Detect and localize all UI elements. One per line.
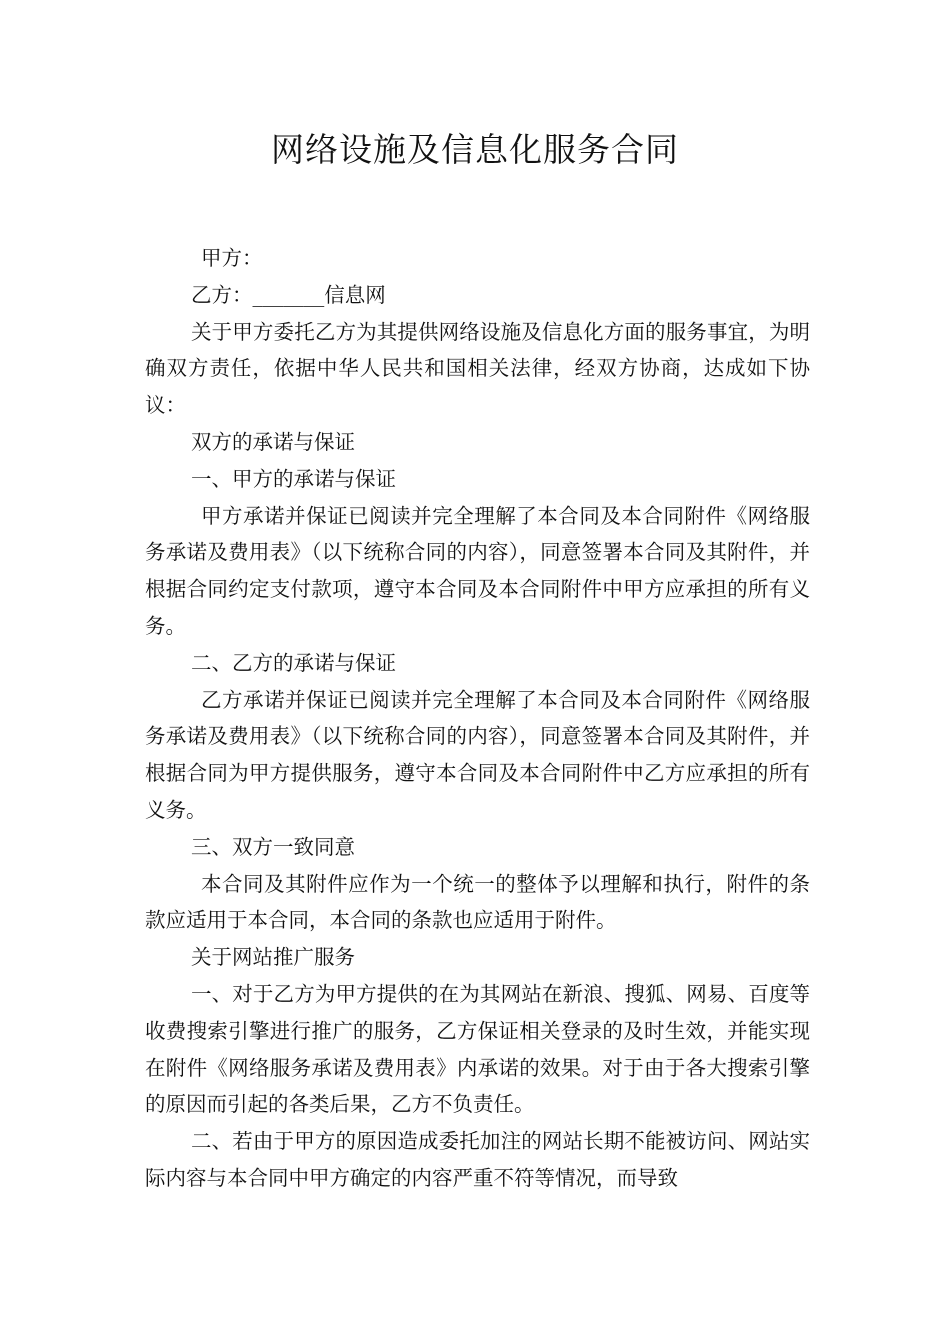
section2-heading: 关于网站推广服务 — [191, 945, 355, 970]
section1-item1-text: 甲方承诺并保证已阅读并完全理解了本合同及本合同附件《网络服务承诺及费用表》（以下统称合同的内容），同意签署本合同及其附件，并根据合同约定支付款项，遵守本合同及本合同附件中甲方应承担的所有义务。 — [145, 503, 810, 638]
party-a-line: 甲方： — [201, 246, 263, 270]
intro-paragraph: 关于甲方委托乙方为其提供网络设施及信息化方面的服务事宜，为明确双方责任，依据中华人民共和国相关法律，经双方协商，达成如下协议： — [145, 319, 810, 418]
section2-item2-text: 二、若由于甲方的原因造成委托加注的网站长期不能被访问、网站实际内容与本合同中甲方确定的内容严重不符等情况，而导致 — [145, 1129, 810, 1190]
section1-item3-text: 本合同及其附件应作为一个统一的整体予以理解和执行，附件的条款应适用于本合同，本合同的条款也应适用于附件。 — [145, 871, 810, 933]
section1-item1-heading: 一、甲方的承诺与保证 — [191, 466, 396, 491]
section2-item1-text: 一、对于乙方为甲方提供的在为其网站在新浪、搜狐、网易、百度等收费搜索引擎进行推广的服务，乙方保证相关登录的及时生效，并能实现在附件《网络服务承诺及费用表》内承诺的效果。对于由于各大搜索引擎的原因而引起的各类后果，乙方不负责任。 — [145, 981, 810, 1117]
section1-heading: 双方的承诺与保证 — [191, 429, 355, 454]
document-body — [145, 240, 810, 1197]
section1-item2-text: 乙方承诺并保证已阅读并完全理解了本合同及本合同附件《网络服务承诺及费用表》（以下统称合同的内容），同意签署本合同及其附件，并根据合同为甲方提供服务，遵守本合同及本合同附件中乙方应承担的所有义务。 — [145, 687, 810, 822]
party-b-line: 乙方：_______信息网 — [191, 282, 386, 307]
section1-item2-heading: 二、乙方的承诺与保证 — [191, 650, 396, 675]
section1-item3-heading: 三、双方一致同意 — [191, 834, 355, 859]
document-title: 网络设施及信息化服务合同 — [271, 130, 679, 169]
